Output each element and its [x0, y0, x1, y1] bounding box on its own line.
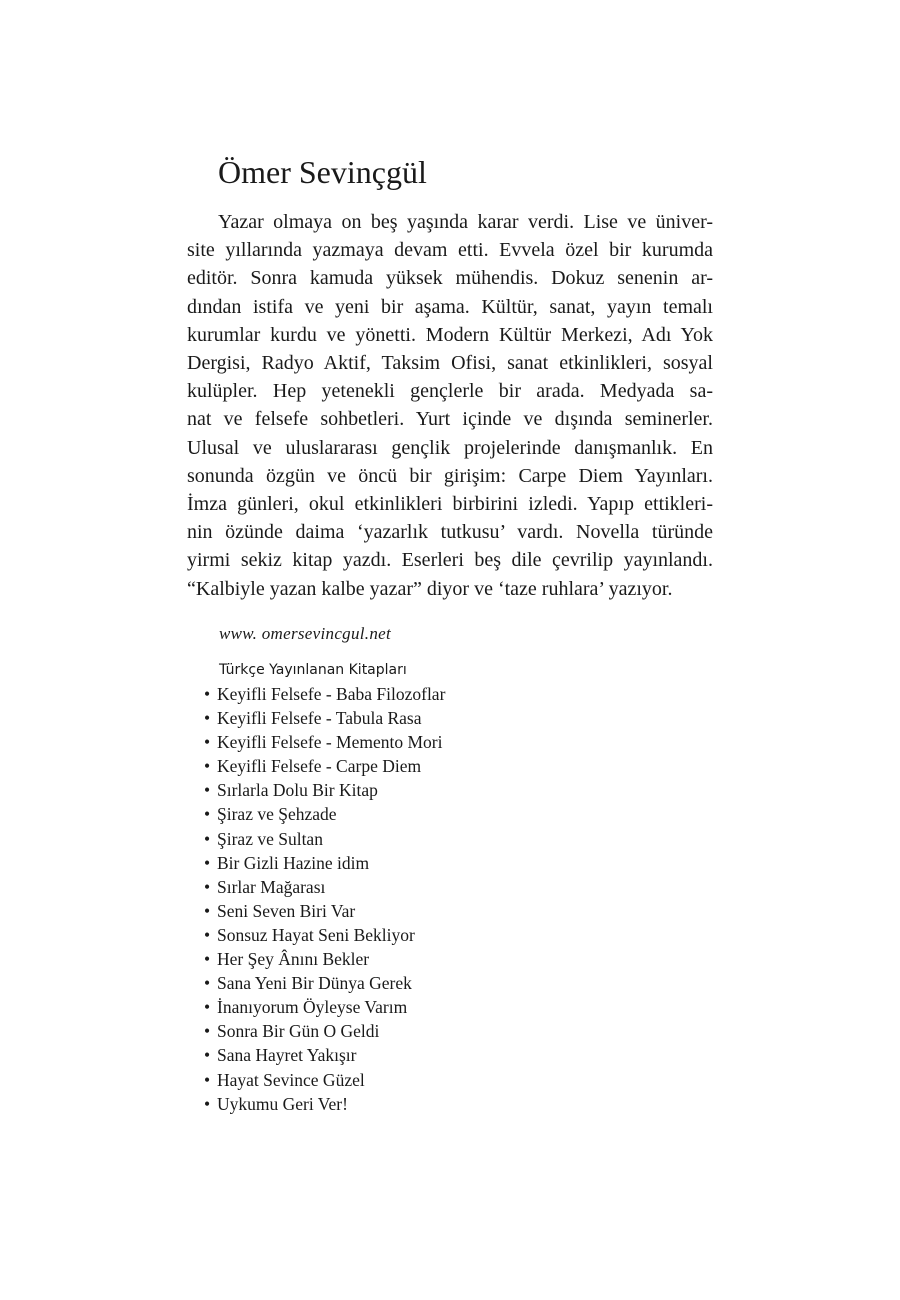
bullet-icon: • — [204, 828, 211, 849]
bullet-icon: • — [204, 997, 211, 1018]
books-heading: Türkçe Yayınlanan Kitapları — [219, 662, 407, 678]
book-title: Keyifli Felsefe - Memento Mori — [217, 732, 443, 753]
book-title: Bir Gizli Hazine idim — [217, 852, 370, 873]
author-biography — [187, 208, 713, 603]
list-item — [204, 899, 445, 923]
list-item — [204, 682, 445, 706]
list-item — [204, 706, 445, 730]
bullet-icon: • — [204, 949, 211, 970]
bio-line: nat ve felsefe sohbetleri. Yurt içinde ve dışında seminerler. — [187, 408, 713, 431]
bullet-icon: • — [204, 900, 211, 921]
book-title: Şiraz ve Şehzade — [217, 804, 337, 825]
list-item — [204, 851, 445, 875]
list-item — [204, 947, 445, 971]
book-title: Keyifli Felsefe - Baba Filozoflar — [217, 684, 446, 704]
bio-line: Dergisi, Radyo Aktif, Taksim Ofisi, sanat etkinlikleri, sosyal — [187, 352, 713, 375]
list-item — [204, 754, 445, 778]
list-item — [204, 875, 445, 899]
bio-line: dından istifa ve yeni bir aşama. Kültür, sanat, yayın temalı — [187, 295, 713, 318]
list-item — [204, 1043, 445, 1067]
bullet-icon: • — [204, 973, 211, 994]
list-item — [204, 923, 445, 947]
list-item — [204, 971, 445, 995]
bullet-icon: • — [204, 924, 211, 945]
bio-line: kurumlar kurdu ve yönetti. Modern Kültür Merkezi, Adı Yok — [187, 323, 713, 346]
bullet-icon: • — [204, 1021, 211, 1042]
book-title: Sırlarla Dolu Bir Kitap — [217, 780, 378, 801]
bio-line: “Kalbiyle yazan kalbe yazar” diyor ve ‘taze ruhlara’ yazıyor. — [187, 577, 673, 600]
author-website: www. omersevincgul.net — [219, 624, 392, 643]
bio-line: kulüpler. Hep yetenekli gençlerle bir arada. Medyada sa- — [187, 380, 713, 403]
bullet-icon: • — [204, 804, 211, 825]
bullet-icon: • — [204, 732, 211, 753]
book-title: Sana Yeni Bir Dünya Gerek — [217, 973, 412, 994]
list-item — [204, 1068, 445, 1092]
book-title: Hayat Sevince Güzel — [217, 1069, 365, 1090]
bullet-icon: • — [204, 1069, 211, 1090]
list-item — [204, 995, 445, 1019]
bullet-icon: • — [204, 756, 211, 777]
book-title: İnanıyorum Öyleyse Varım — [217, 997, 408, 1018]
bio-line: sonunda özgün ve öncü bir girişim: Carpe Diem Yayınları. — [187, 464, 713, 487]
bio-line: Ulusal ve uluslararası gençlik projelerinde danışmanlık. En — [187, 436, 713, 459]
book-title: Sonra Bir Gün O Geldi — [217, 1021, 380, 1042]
bullet-icon: • — [204, 876, 211, 897]
list-item — [204, 730, 445, 754]
bio-line: site yıllarında yazmaya devam etti. Evvela özel bir kurumda — [187, 239, 713, 262]
book-title: Sonsuz Hayat Seni Bekliyor — [217, 924, 415, 945]
list-item — [204, 1092, 445, 1116]
list-item — [204, 827, 445, 851]
list-item — [204, 1019, 445, 1043]
book-title: Sana Hayret Yakışır — [217, 1045, 357, 1066]
bio-line: yirmi sekiz kitap yazdı. Eserleri beş dile çevrilip yayınlandı. — [187, 549, 713, 572]
bullet-icon: • — [204, 1045, 211, 1066]
book-title: Keyifli Felsefe - Carpe Diem — [217, 756, 422, 777]
book-title: Her Şey Ânını Bekler — [217, 949, 370, 970]
bio-line: editör. Sonra kamuda yüksek mühendis. Dokuz senenin ar- — [187, 267, 713, 290]
bio-line: Yazar olmaya on beş yaşında karar verdi. Lise ve üniver- — [218, 211, 713, 233]
bullet-icon: • — [204, 780, 211, 801]
list-item — [204, 802, 445, 826]
book-title: Uykumu Geri Ver! — [217, 1093, 348, 1114]
bullet-icon: • — [204, 852, 211, 873]
bullet-icon: • — [204, 684, 211, 704]
bio-line: nin özünde daima ‘yazarlık tutkusu’ vardı. Novella türünde — [187, 521, 713, 544]
book-list — [204, 682, 445, 1116]
book-title: Keyifli Felsefe - Tabula Rasa — [217, 708, 422, 729]
author-name: Ömer Sevinçgül — [218, 154, 427, 190]
book-title: Sırlar Mağarası — [217, 876, 326, 897]
bullet-icon: • — [204, 708, 211, 729]
book-title: Şiraz ve Sultan — [217, 828, 323, 849]
bio-line: İmza günleri, okul etkinlikleri birbirini izledi. Yapıp ettikleri- — [187, 493, 713, 516]
list-item — [204, 778, 445, 802]
bullet-icon: • — [204, 1093, 211, 1114]
book-title: Seni Seven Biri Var — [217, 900, 356, 921]
